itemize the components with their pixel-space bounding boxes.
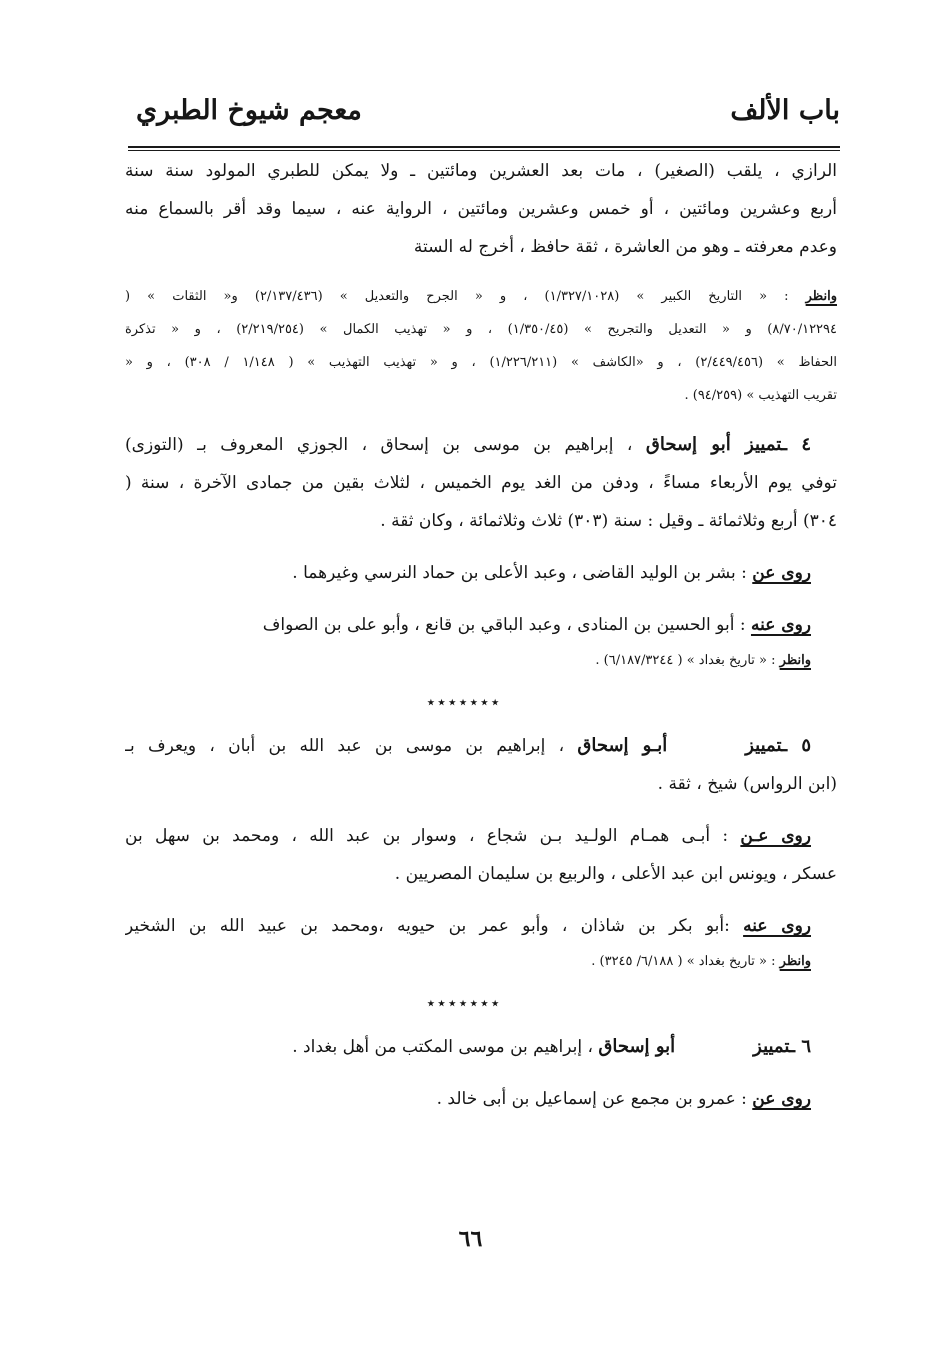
entry5-rawa-an-line-2: عسكر ، ويونس ابن عبد الأعلى ، والربيع بن سليمان المصريين . (394, 864, 837, 884)
refs-text: : « تاريخ بغداد » ( ٦/١٨٧/٣٢٤٤) . (595, 653, 776, 668)
entry3-refs-line-4: تقريب التهذيب » (٩٤/٢٥٩) . (684, 388, 837, 403)
entry-number: ٤ ـ (781, 434, 811, 455)
entry6-rawa-an (125, 1080, 837, 1118)
entry-heading-text: ، إبراهيم بن موسى بن إسحاق ، الجوزي المعروف بـ (التوزى) (125, 435, 633, 455)
entry-number: ٥ ـ (781, 735, 811, 756)
entry5-line-2: (ابن الرواس) شيخ ، ثقة . (657, 774, 837, 794)
entry4-rawa-anhu (125, 606, 837, 644)
entry3-line-2: أربع وعشرين ومائتين ، أو خمس وعشرين ومائتين ، الرواية عنه ، سيما وقد أقر بالسماع منه (125, 199, 837, 219)
rawa-anhu-label: روى عنه (750, 615, 811, 635)
section-separator: ٭ ٭ ٭ ٭ ٭ ٭ ٭ (427, 996, 499, 1010)
entry-title: تمييز أبو إسحاق (645, 434, 782, 455)
entry-title: تمييز (753, 1036, 790, 1057)
entry-number: ٦ ـ (789, 1036, 811, 1057)
entry4-rawa-an (125, 554, 837, 592)
refs-text: : « التاريخ الكبير » (١/٣٢٧/١٠٢٨) ، و « الجرح والتعديل » (٢/١٣٧/٤٣٦) و« الثقات » ( (125, 289, 789, 304)
refs-label: وانظر (805, 289, 837, 304)
entry3-line-1: الرازي ، يلقب (الصغير) ، مات بعد العشرين ومائتين ـ ولا يمكن للطبري المولود سنة سنة (125, 161, 837, 181)
entry3-refs-line-1 (125, 280, 837, 313)
header-rule-thin (128, 150, 840, 151)
header-rule-thick (128, 146, 840, 148)
page-body (125, 152, 837, 1118)
entry5-refs (125, 945, 837, 978)
entry5-rawa-an (125, 817, 837, 855)
rawa-anhu-label: روى عنه (743, 916, 811, 936)
entry3-refs-line-2: ٨/٧٠/١٢٢٩٤) و « التعديل والتجريح » (١/٣٥٠/٤٥) ، و « تهذيب الكمال » (٢/٢١٩/٢٥٤) ، و « تذكرة (125, 322, 837, 337)
page-header (128, 95, 840, 141)
section-separator: ٭ ٭ ٭ ٭ ٭ ٭ ٭ (427, 695, 499, 709)
chapter-title: باب الألف (730, 95, 840, 126)
rawa-an-text: : عمرو بن مجمع عن إسماعيل بن أبى خالد . (436, 1089, 747, 1109)
rawa-anhu-text: :أبو بكر بن شاذان ، وأبو عمر بن حيويه ،ومحمد بن عبيد الله بن الشخير (125, 916, 730, 936)
entry3-refs-line-3: الحفاظ » (٢/٤٤٩/٤٥٦) ، و «الكاشف » (١/٢٢٦/٢١١) ، و « تهذيب التهذيب » ( ١/١٤٨ / ٣٠٨) ، و « (125, 355, 837, 370)
refs-label: وانظر (779, 653, 811, 668)
rawa-an-text: : بشر بن الوليد القاضى ، وعبد الأعلى بن حماد النرسي وغيرهما . (292, 563, 747, 583)
rawa-an-label: روى عن (752, 1089, 811, 1109)
entry5-heading (125, 727, 837, 765)
entry-title: تمييز (745, 735, 782, 756)
rawa-an-text: : أبـى همـام الولـيد بـن شجاع ، وسوار بن عبد الله ، ومحمد بن سهل بن (125, 826, 729, 846)
rawa-anhu-text: : أبو الحسين بن المنادى ، وعبد الباقي بن قانع ، وأبو على بن الصواف (262, 615, 746, 635)
book-title: معجم شيوخ الطبري (136, 95, 362, 126)
refs-text: : « تاريخ بغداد » ( ٦/١٨٨/ ٣٢٤٥) . (591, 954, 776, 969)
entry4-heading (125, 426, 837, 464)
entry4-line-2: توفي يوم الأربعاء مساءً ، ودفن من الغد يوم الخميس ، لثلاث بقين من جمادى الآخرة ، سنة ( (125, 473, 837, 493)
page-number: ٦٦ (458, 1226, 483, 1252)
entry3-line-3: وعدم معرفته ـ وهو من العاشرة ، ثقة حافظ ، أخرج له الستة (413, 237, 837, 257)
refs-label: وانظر (779, 954, 811, 969)
entry4-refs (125, 644, 837, 677)
entry-heading-text: ، إبراهيم بن موسى المكتب من أهل بغداد . (292, 1037, 593, 1057)
rawa-an-label: روى عـن (740, 826, 811, 846)
entry4-line-3: ٣٠٤) أربع وثلاثمائة ـ وقيل : سنة (٣٠٣) ثلاث وثلاثمائة ، وكان ثقة . (380, 511, 837, 531)
entry-kunya: أبو إسحاق (598, 1036, 676, 1057)
entry5-rawa-anhu (125, 907, 837, 945)
entry-heading-text: ، إبراهيم بن موسى بن عبد الله بن أبان ، ويعرف بـ (125, 736, 565, 756)
rawa-an-label: روى عن (752, 563, 811, 583)
entry6-heading (125, 1028, 837, 1066)
entry-kunya: أبـو إسحاق (577, 735, 668, 756)
